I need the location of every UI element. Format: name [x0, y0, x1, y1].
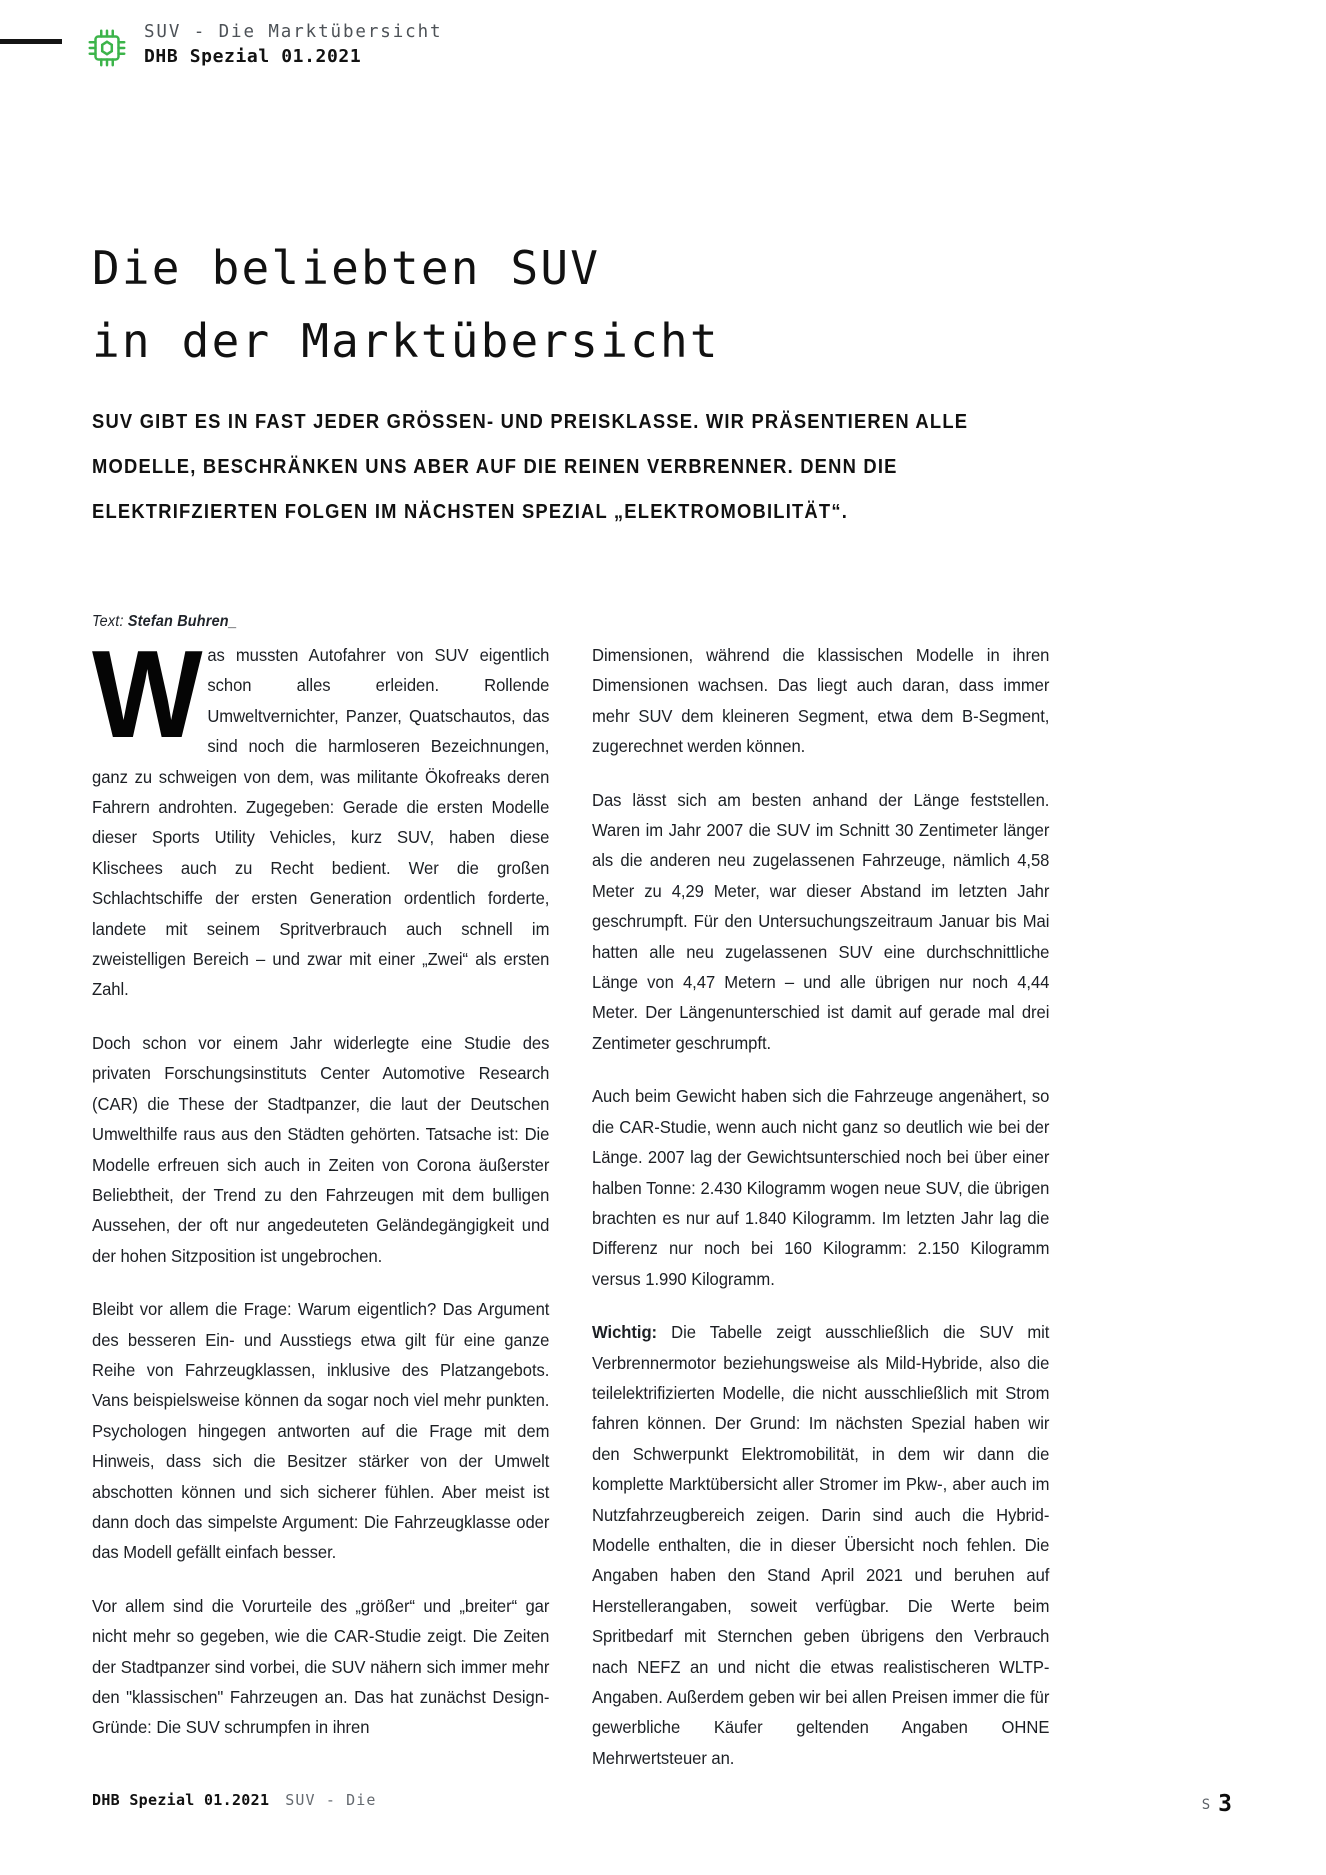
- header-kicker: SUV - Die Marktübersicht: [144, 22, 443, 42]
- page-title: [92, 232, 1092, 378]
- paragraph: Bleibt vor allem die Frage: Warum eigentlich? Das Argument des besseren Ein- und Ausstiegs etwa gilt für eine ganze Reihe von Fahrzeugklassen, inklusive des Platzangebots. Vans beispielsweise können da sogar noch viel mehr punkten. Psychologen hingegen antworten auf die Frage mit dem Hinweis, dass sich die Besitzer stärker von der Umwelt abschotten können und sich sicherer fühlen. Aber meist ist dann doch das simpelste Argument: Die Fahrzeugklasse oder das Modell gefällt einfach besser.: [92, 1299, 550, 1563]
- header-text-block: [144, 20, 844, 70]
- byline-label: Text:: [92, 613, 124, 630]
- drop-cap: W: [92, 626, 200, 764]
- paragraph: [92, 626, 550, 1005]
- important-label: Wichtig:: [592, 1322, 658, 1343]
- footer-brand: DHB Spezial 01.2021: [92, 1791, 270, 1809]
- body-column-left: [92, 626, 550, 1743]
- page-number: 3: [1218, 1791, 1232, 1817]
- header-rule: [0, 39, 62, 44]
- lead-paragraph: [92, 400, 974, 535]
- body-column-right: [592, 640, 1049, 1773]
- paragraph: Doch schon vor einem Jahr widerlegte eine Studie des privaten Forschungsinstituts Center Automotive Research (CAR) die These der Stadtpanzer, die laut der Deutschen Umwelthilfe raus aus den Städten gehörten. Tatsache ist: Die Modelle erfreuen sich auch in Zeiten von Corona äußerster Beliebtheit, der Trend zu den Fahrzeugen mit dem bulligen Aussehen, der oft nur angedeuteten Geländegängigkeit und der hohen Sitzposition ist ungebrochen.: [92, 1032, 550, 1266]
- footer-right: [1202, 1791, 1232, 1817]
- headline-line-1: Die beliebten SUV: [92, 241, 601, 295]
- paragraph: Vor allem sind die Vorurteile des „größer“ und „breiter“ gar nicht mehr so gegeben, wie die CAR-Studie zeigt. Die Zeiten der Stadtpanzer sind vorbei, die SUV nähern sich immer mehr den "klassischen" Fahrzeugen an. Das hat zunächst Design-Gründe: Die SUV schrumpfen in ihren: [92, 1595, 550, 1738]
- page-footer: [0, 1791, 1326, 1819]
- paragraph-important: [592, 1317, 1049, 1773]
- paragraph-text: as mussten Autofahrer von SUV eigentlich schon alles erleiden. Rollende Umweltvernichter, Panzer, Quatschautos, das sind noch die harmloseren Bezeichnungen, ganz zu schweigen von dem, was militante Ökofreaks deren Fahrern androhten. Zugegeben: Gerade die ersten Modelle dieser Sports Utility Vehicles, kurz SUV, haben diese Klischees auch zu Recht bedient. Wer die großen Schlachtschiffe der ersten Generation ordentlich forderte, landete mit seinem Spritverbrauch auch schnell im zweistelligen Bereich – und zwar mit einer „Zwei“ als ersten Zahl.: [92, 645, 550, 1000]
- header-brand: DHB Spezial 01.2021: [144, 46, 362, 67]
- paragraph: Auch beim Gewicht haben sich die Fahrzeuge angenähert, so die CAR-Studie, wenn auch nicht ganz so deutlich wie bei der Länge. 2007 lag der Gewichtsunterschied noch bei über einer halben Tonne: 2.430 Kilogramm wogen neue SUV, die übrigen brachten es nur auf 1.840 Kilogramm. Im letzten Jahr lag die Differenz nur noch bei 160 Kilogramm: 2.150 Kilogramm versus 1.990 Kilogramm.: [592, 1086, 1050, 1289]
- footer-left: [92, 1791, 376, 1809]
- lead-line-1: SUV GIBT ES IN FAST JEDER GRÖSSEN- UND PREISKLASSE. WIR PRÄSENTIEREN ALLE: [92, 411, 969, 433]
- paragraph: Das lässt sich am besten anhand der Länge feststellen. Waren im Jahr 2007 die SUV im Schnitt 30 Zentimeter länger als die anderen neu zugelassenen Fahrzeuge, nämlich 4,58 Meter zu 4,29 Meter, war dieser Abstand im letzten Jahr geschrumpft. Für den Untersuchungszeitraum Januar bis Mai hatten alle neu zugelassenen SUV eine durchschnittliche Länge von 4,47 Metern – und alle übrigen nur noch 4,44 Meter. Der Längenunterschied ist damit auf gerade mal drei Zentimeter geschrumpft.: [592, 789, 1050, 1053]
- cpu-chip-icon: [84, 25, 130, 71]
- headline-line-2: in der Marktübersicht: [92, 314, 720, 368]
- byline-author: Stefan Buhren_: [127, 613, 237, 630]
- running-header: [0, 22, 1326, 86]
- paragraph: Dimensionen, während die klassischen Modelle in ihren Dimensionen wachsen. Das liegt auch daran, dass immer mehr SUV dem kleineren Segment, etwa dem B-Segment, zugerechnet werden können.: [592, 645, 1050, 757]
- lead-line-3: ELEKTRIFZIERTEN FOLGEN IM NÄCHSTEN SPEZIAL „ELEKTROMOBILITÄT“.: [92, 501, 849, 523]
- footer-section: SUV - Die: [285, 1791, 377, 1809]
- page-prefix: S: [1201, 1797, 1212, 1813]
- important-text: Die Tabelle zeigt ausschließlich die SUV mit Verbrennermotor beziehungsweise als Mild-Hybride, also die teilelektrifizierten Modelle, die nicht ausschließlich mit Strom fahren können. Der Grund: Im nächsten Spezial haben wir den Schwerpunkt Elektromobilität, in dem wir dann die komplette Marktübersicht aller Stromer im Pkw-, aber auch im Nutzfahrzeugbereich zeigen. Darin sind auch die Hybrid-Modelle enthalten, die in dieser Übersicht noch fehlen. Die Angaben haben den Stand April 2021 und beruhen auf Herstellerangaben, soweit verfügbar. Die Werte beim Spritbedarf mit Sternchen geben übrigens den Verbrauch nach NEFZ an und nicht die etwas realistischeren WLTP-Angaben. Außerdem geben wir bei allen Preisen immer die für gewerbliche Käufer geltenden Angaben OHNE Mehrwertsteuer an.: [592, 1322, 1050, 1768]
- lead-line-2: MODELLE, BESCHRÄNKEN UNS ABER AUF DIE REINEN VERBRENNER. DENN DIE: [92, 456, 898, 478]
